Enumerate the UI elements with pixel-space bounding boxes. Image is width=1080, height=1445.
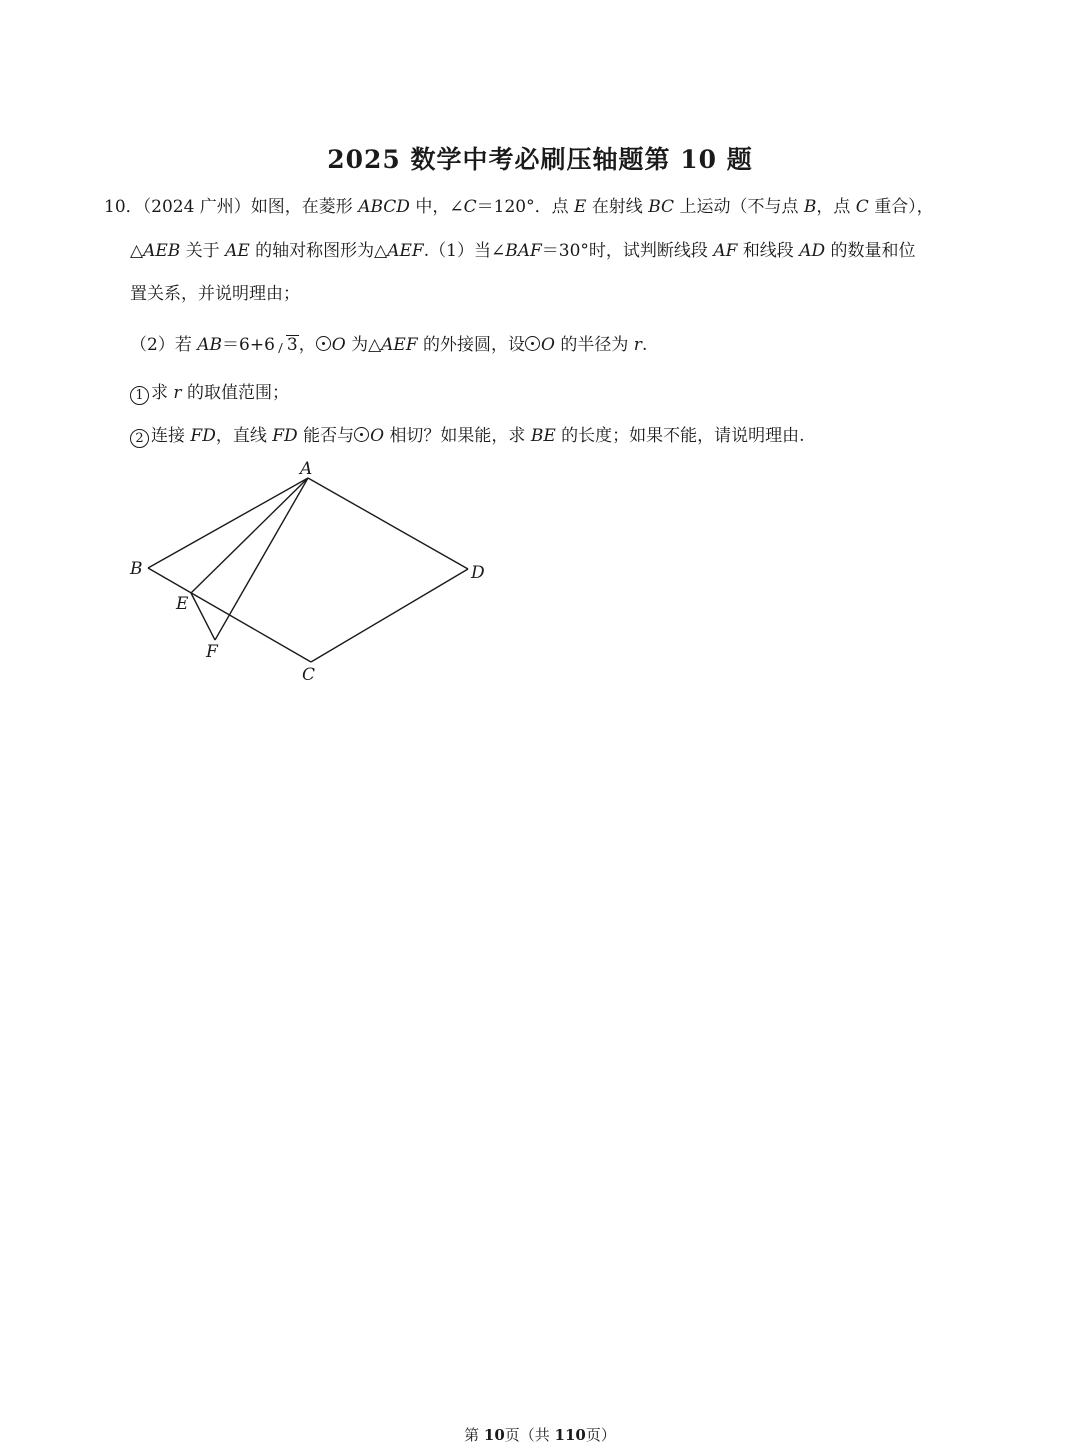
segment-ae xyxy=(191,478,308,593)
page-title: 2025 数学中考必刷压轴题第 10 题 xyxy=(327,145,753,174)
circle-dot-icon xyxy=(354,427,369,442)
sub-question-2: 2 连接 FD，直线 FD 能否与 O 相切？如果能，求 BE 的长度；如果不能，请说明理由. xyxy=(130,425,805,448)
label-a: A xyxy=(300,459,313,479)
sub-question-1: 1 求 r 的取值范围； xyxy=(130,382,289,405)
segment-ad xyxy=(308,478,468,569)
rhombus-figure xyxy=(120,456,500,696)
label-e: E xyxy=(176,594,189,614)
segment-ab xyxy=(148,478,308,568)
label-d: D xyxy=(471,563,485,583)
sqrt-symbol: 3 xyxy=(275,334,299,356)
circle-dot-icon xyxy=(316,336,331,351)
problem-line-3: 置关系，并说明理由； xyxy=(130,284,300,304)
segment-cd xyxy=(311,569,468,662)
circled-number-2: 2 xyxy=(130,429,149,448)
problem-line-2: △AEB 关于 AE 的轴对称图形为△AEF.（1）当∠BAF＝30°时，试判断线段 AF 和线段 AD 的数量和位 xyxy=(130,241,916,261)
problem-line-1: 10．（2024 广州）如图，在菱形 ABCD 中，∠C＝120°．点 E 在射线 BC 上运动（不与点 B，点 C 重合）， xyxy=(104,197,934,217)
label-b: B xyxy=(130,559,143,579)
label-f: F xyxy=(206,642,218,662)
label-c: C xyxy=(302,665,316,685)
segment-af xyxy=(215,478,308,640)
circle-dot-icon xyxy=(525,336,540,351)
circled-number-1: 1 xyxy=(130,386,149,405)
page-footer: 第 10页（共 110页） xyxy=(464,1426,616,1444)
problem-part-2: （2）若 AB＝6+6 3， O 为△AEF 的外接圆，设 O 的半径为 r. xyxy=(130,335,648,355)
